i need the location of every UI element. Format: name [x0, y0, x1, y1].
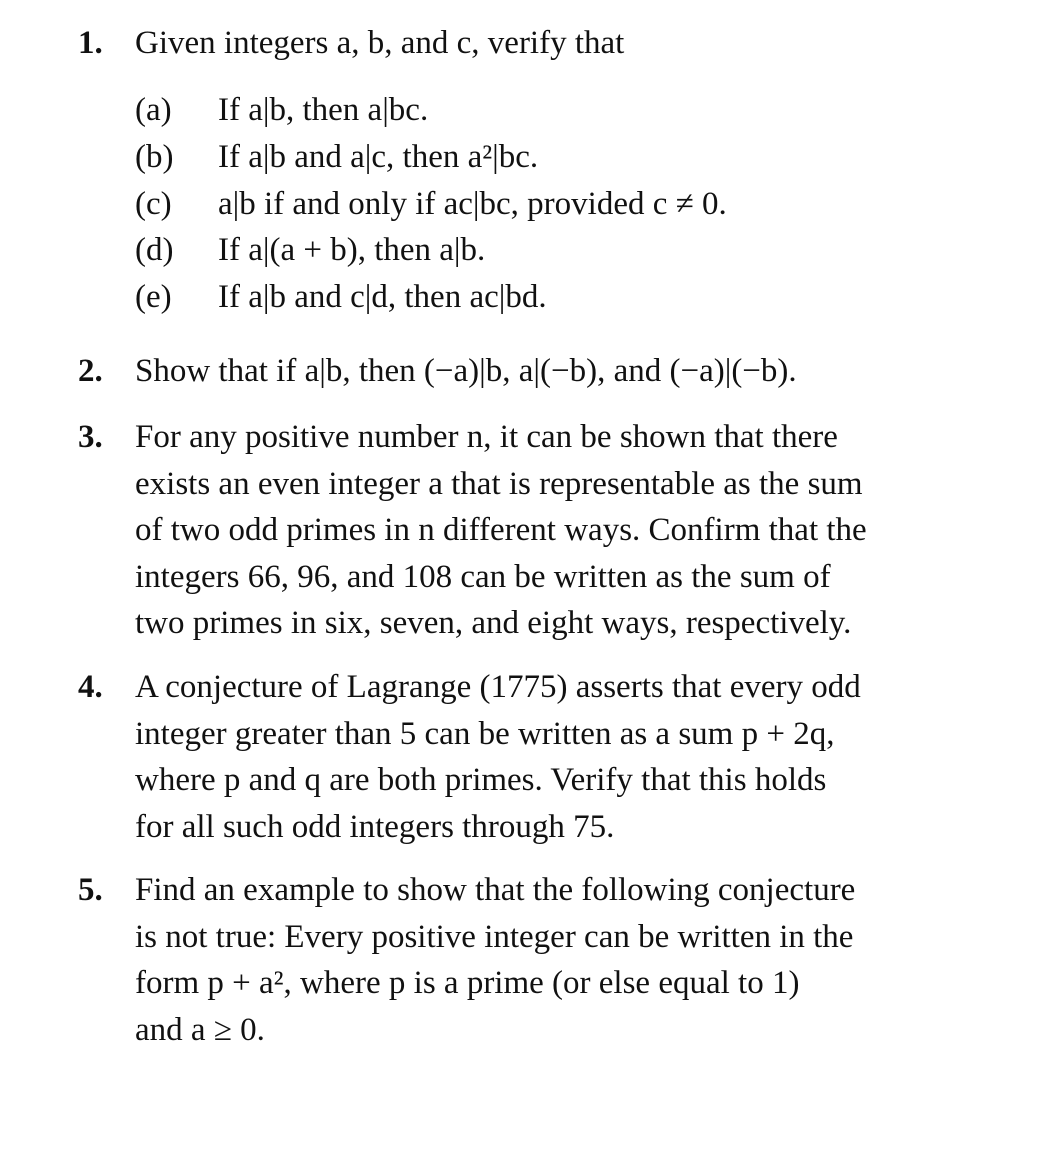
sub-problem-label: (e): [135, 279, 172, 315]
problem-number: 1.: [78, 25, 103, 61]
sub-problem-label: (b): [135, 139, 174, 175]
problem-text: [135, 20, 1015, 67]
problem-line: integers 66, 96, and 108 can be written as the sum of: [135, 558, 831, 595]
sub-problem-label: (a): [135, 92, 172, 128]
sub-problem-text: a|b if and only if ac|bc, provided c ≠ 0.: [218, 186, 727, 222]
problem-line: of two odd primes in n different ways. Confirm that the: [135, 512, 867, 548]
problem-line: two primes in six, seven, and eight ways, respectively.: [135, 605, 852, 641]
problem-line: where p and q are both primes. Verify that this holds: [135, 762, 827, 798]
problem-line: for all such odd integers through 75.: [135, 808, 615, 845]
problem-text: [135, 664, 1015, 850]
problem-text: [135, 414, 1015, 647]
problem-line: integer greater than 5 can be written as a sum p + 2q,: [135, 715, 835, 752]
problem-line: is not true: Every positive integer can be written in the: [135, 918, 854, 955]
problem-line: Find an example to show that the following conjecture: [135, 872, 856, 908]
sub-problem-text: If a|b and a|c, then a²|bc.: [218, 139, 539, 175]
sub-problem-text: If a|b and c|d, then ac|bd.: [218, 279, 547, 315]
sub-problem-text: If a|(a + b), then a|b.: [218, 232, 486, 268]
problem-line: For any positive number n, it can be shown that there: [135, 419, 838, 455]
problem-line: exists an even integer a that is representable as the sum: [135, 465, 863, 502]
problem-number: 5.: [78, 872, 103, 908]
problem-number: 2.: [78, 353, 103, 389]
sub-problem-label: (c): [135, 186, 172, 222]
problem-line: form p + a², where p is a prime (or else equal to 1): [135, 965, 800, 1001]
sub-problem-text: If a|b, then a|bc.: [218, 92, 429, 128]
problem-text: [135, 867, 1015, 1053]
problem-line: A conjecture of Lagrange (1775) asserts that every odd: [135, 669, 861, 705]
problem-number: 3.: [78, 419, 103, 455]
problem-number: 4.: [78, 669, 103, 705]
sub-problem-label: (d): [135, 232, 174, 268]
problem-line: Given integers a, b, and c, verify that: [135, 25, 625, 61]
problem-line: and a ≥ 0.: [135, 1011, 265, 1048]
problem-line: Show that if a|b, then (−a)|b, a|(−b), and (−a)|(−b).: [135, 353, 797, 389]
problem-text: [135, 348, 1015, 395]
